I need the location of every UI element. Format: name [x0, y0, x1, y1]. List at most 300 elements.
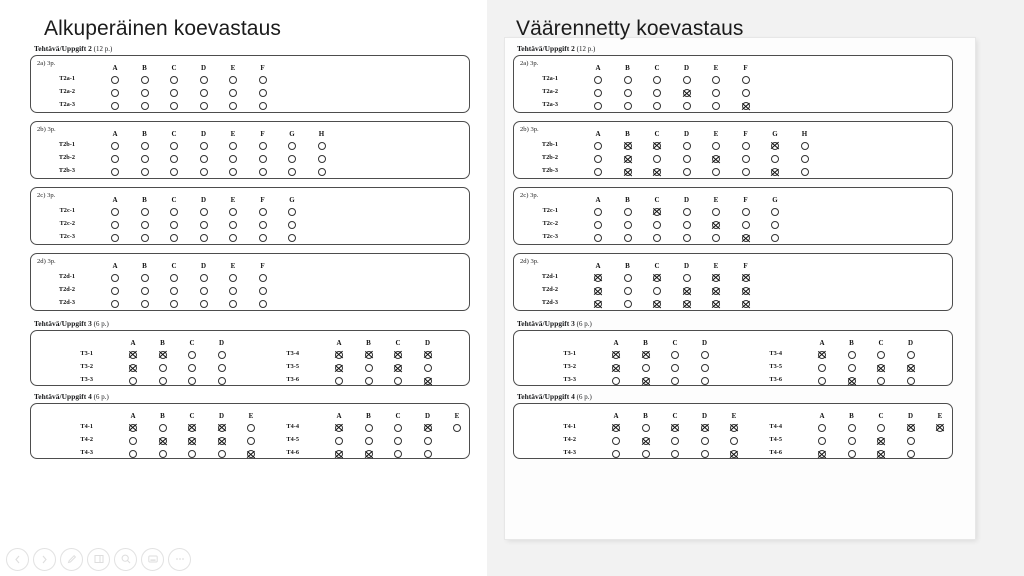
bubble-T2b-3-C[interactable]	[170, 168, 178, 176]
bubble-T4-6-D[interactable]	[907, 450, 915, 458]
bubble-T3-3-C[interactable]	[188, 377, 196, 385]
bubble-T3-2-B[interactable]	[642, 364, 650, 372]
original-answer-sheet	[22, 38, 484, 554]
bubble-T2c-1-D[interactable]	[683, 208, 691, 216]
bubble-T2c-3-D[interactable]	[200, 234, 208, 242]
bubble-T3-2-C[interactable]	[671, 364, 679, 372]
bubble-T2b-1-E[interactable]	[229, 142, 237, 150]
bubble-T2a-2-A[interactable]	[594, 89, 602, 97]
bubble-T2d-3-E[interactable]	[229, 300, 237, 308]
bubble-T4-5-A[interactable]	[335, 437, 343, 445]
bubble-T3-3-B[interactable]	[642, 377, 650, 385]
bubble-T2c-3-A[interactable]	[111, 234, 119, 242]
bubble-T2c-3-G[interactable]	[771, 234, 779, 242]
bubble-T3-2-D[interactable]	[218, 364, 226, 372]
bubble-T2b-2-A[interactable]	[594, 155, 602, 163]
bubble-T3-5-D[interactable]	[424, 364, 432, 372]
bubble-T2b-1-H[interactable]	[318, 142, 326, 150]
bubble-T2a-1-F[interactable]	[259, 76, 267, 84]
bubble-T2b-1-H[interactable]	[801, 142, 809, 150]
bubble-T4-1-E[interactable]	[247, 424, 255, 432]
bubble-T2a-2-C[interactable]	[653, 89, 661, 97]
row-label-T3-4: T3-4	[286, 350, 299, 357]
task-4-heading	[34, 392, 109, 401]
bubble-T2a-2-E[interactable]	[712, 89, 720, 97]
bubble-T4-2-C[interactable]	[671, 437, 679, 445]
bubble-T2b-1-D[interactable]	[200, 142, 208, 150]
bubble-T2b-3-D[interactable]	[683, 168, 691, 176]
bubble-T4-1-B[interactable]	[159, 424, 167, 432]
bubble-T4-4-C[interactable]	[394, 424, 402, 432]
zoom-button[interactable]	[114, 548, 137, 571]
next-slide-button[interactable]	[33, 548, 56, 571]
bubble-T3-1-A[interactable]	[612, 351, 620, 359]
bubble-T2c-2-G[interactable]	[288, 221, 296, 229]
bubble-T2a-2-F[interactable]	[742, 89, 750, 97]
bubble-T4-3-C[interactable]	[671, 450, 679, 458]
bubble-T4-5-C[interactable]	[394, 437, 402, 445]
presentation-toolbar[interactable]	[6, 546, 191, 572]
bubble-T2d-2-C[interactable]	[653, 287, 661, 295]
bubble-T2d-1-D[interactable]	[200, 274, 208, 282]
bubble-T3-3-D[interactable]	[701, 377, 709, 385]
column-header-B: B	[142, 64, 147, 72]
bubble-T2d-1-F[interactable]	[742, 274, 750, 282]
bubble-T2b-3-E[interactable]	[229, 168, 237, 176]
bubble-T2a-3-F[interactable]	[742, 102, 750, 110]
bubble-T4-6-D[interactable]	[424, 450, 432, 458]
bubble-T2c-3-B[interactable]	[141, 234, 149, 242]
bubble-T2c-1-C[interactable]	[170, 208, 178, 216]
bubble-T3-6-A[interactable]	[335, 377, 343, 385]
bubble-T2a-3-E[interactable]	[712, 102, 720, 110]
bubble-T3-5-C[interactable]	[877, 364, 885, 372]
bubble-T3-2-C[interactable]	[188, 364, 196, 372]
bubble-T2c-1-A[interactable]	[594, 208, 602, 216]
row-label-T4-3: T4-3	[80, 449, 93, 457]
bubble-T2b-3-F[interactable]	[259, 168, 267, 176]
bubble-T2c-3-E[interactable]	[229, 234, 237, 242]
column-header-A: A	[112, 64, 118, 72]
bubble-T4-4-A[interactable]	[818, 424, 826, 432]
bubble-T2b-1-F[interactable]	[742, 142, 750, 150]
bubble-T2b-3-G[interactable]	[288, 168, 296, 176]
bubble-T4-5-D[interactable]	[907, 437, 915, 445]
bubble-T2c-1-B[interactable]	[141, 208, 149, 216]
bubble-T2c-3-F[interactable]	[259, 234, 267, 242]
bubble-T2c-3-B[interactable]	[624, 234, 632, 242]
present-button[interactable]	[141, 548, 164, 571]
bubble-T2c-2-B[interactable]	[624, 221, 632, 229]
bubble-T4-6-B[interactable]	[848, 450, 856, 458]
bubble-T2d-1-A[interactable]	[594, 274, 602, 282]
bubble-T2d-3-C[interactable]	[653, 300, 661, 308]
bubble-T4-1-A[interactable]	[612, 424, 620, 432]
bubble-T2d-3-C[interactable]	[170, 300, 178, 308]
bubble-T3-1-D[interactable]	[218, 351, 226, 359]
bubble-T2c-2-C[interactable]	[170, 221, 178, 229]
bubble-T2b-1-B[interactable]	[624, 142, 632, 150]
bubble-T2b-1-C[interactable]	[170, 142, 178, 150]
bubble-T4-2-A[interactable]	[612, 437, 620, 445]
bubble-T2c-2-D[interactable]	[683, 221, 691, 229]
bubble-T2a-2-A[interactable]	[111, 89, 119, 97]
bubble-T2d-2-B[interactable]	[141, 287, 149, 295]
bubble-T3-6-C[interactable]	[877, 377, 885, 385]
bubble-T2a-2-B[interactable]	[624, 89, 632, 97]
bubble-T3-1-A[interactable]	[129, 351, 137, 359]
bubble-T2a-1-C[interactable]	[653, 76, 661, 84]
bubble-T3-6-B[interactable]	[848, 377, 856, 385]
bubble-T2a-1-E[interactable]	[712, 76, 720, 84]
bubble-T4-4-A[interactable]	[335, 424, 343, 432]
bubble-T2c-2-A[interactable]	[594, 221, 602, 229]
bubble-T3-6-C[interactable]	[394, 377, 402, 385]
bubble-T2a-1-B[interactable]	[624, 76, 632, 84]
bubble-T4-5-B[interactable]	[848, 437, 856, 445]
bubble-T2b-2-C[interactable]	[653, 155, 661, 163]
bubble-T2c-3-F[interactable]	[742, 234, 750, 242]
bubble-T2b-2-G[interactable]	[771, 155, 779, 163]
bubble-T3-2-D[interactable]	[701, 364, 709, 372]
bubble-T2c-1-D[interactable]	[200, 208, 208, 216]
bubble-T4-5-D[interactable]	[424, 437, 432, 445]
bubble-T2b-2-C[interactable]	[170, 155, 178, 163]
bubble-T4-3-E[interactable]	[730, 450, 738, 458]
bubble-T2c-3-E[interactable]	[712, 234, 720, 242]
bubble-T2d-1-D[interactable]	[683, 274, 691, 282]
bubble-T3-3-D[interactable]	[218, 377, 226, 385]
bubble-T4-5-C[interactable]	[877, 437, 885, 445]
column-header-E: E	[713, 130, 719, 138]
bubble-T2a-1-D[interactable]	[200, 76, 208, 84]
row-label-T3-5: T3-5	[769, 363, 782, 371]
bubble-T2a-2-D[interactable]	[683, 89, 691, 97]
bubble-T2d-1-C[interactable]	[170, 274, 178, 282]
pen-tool-button[interactable]	[60, 548, 83, 571]
bubble-T2a-2-C[interactable]	[170, 89, 178, 97]
bubble-T4-4-E[interactable]	[453, 424, 461, 432]
bubble-T2d-2-D[interactable]	[200, 287, 208, 295]
bubble-T2d-3-B[interactable]	[141, 300, 149, 308]
bubble-T2b-3-H[interactable]	[318, 168, 326, 176]
bubble-T2d-2-F[interactable]	[259, 287, 267, 295]
bubble-T3-4-C[interactable]	[394, 351, 402, 359]
bubble-T3-4-D[interactable]	[424, 351, 432, 359]
row-label-T4-5: T4-5	[769, 436, 782, 444]
bubble-T2d-3-D[interactable]	[683, 300, 691, 308]
bubble-T2c-1-F[interactable]	[259, 208, 267, 216]
bubble-T3-4-B[interactable]	[365, 351, 373, 359]
bubble-T4-5-B[interactable]	[365, 437, 373, 445]
bubble-T2b-3-G[interactable]	[771, 168, 779, 176]
bubble-T3-5-A[interactable]	[818, 364, 826, 372]
bubble-T4-3-D[interactable]	[701, 450, 709, 458]
bubble-T2c-3-C[interactable]	[653, 234, 661, 242]
bubble-T2d-3-A[interactable]	[111, 300, 119, 308]
previous-slide-button[interactable]	[6, 548, 29, 571]
bubble-T3-5-D[interactable]	[907, 364, 915, 372]
bubble-T2b-2-H[interactable]	[801, 155, 809, 163]
bubble-T2b-1-F[interactable]	[259, 142, 267, 150]
bubble-T2d-2-E[interactable]	[712, 287, 720, 295]
bubble-T2d-3-E[interactable]	[712, 300, 720, 308]
bubble-T4-5-A[interactable]	[818, 437, 826, 445]
bubble-T2d-2-A[interactable]	[594, 287, 602, 295]
bubble-T3-2-B[interactable]	[159, 364, 167, 372]
bubble-T2b-2-D[interactable]	[683, 155, 691, 163]
bubble-T4-2-B[interactable]	[159, 437, 167, 445]
bubble-T2d-3-F[interactable]	[742, 300, 750, 308]
bubble-T2c-2-B[interactable]	[141, 221, 149, 229]
column-header-E: E	[713, 196, 719, 204]
bubble-T2c-2-E[interactable]	[712, 221, 720, 229]
bubble-T4-2-D[interactable]	[701, 437, 709, 445]
bubble-T2b-1-A[interactable]	[594, 142, 602, 150]
bubble-T3-1-D[interactable]	[701, 351, 709, 359]
bubble-T4-6-A[interactable]	[818, 450, 826, 458]
bubble-T4-2-B[interactable]	[642, 437, 650, 445]
bubble-T2c-2-G[interactable]	[771, 221, 779, 229]
bubble-T4-4-B[interactable]	[848, 424, 856, 432]
bubble-T2c-2-C[interactable]	[653, 221, 661, 229]
bubble-T2b-2-D[interactable]	[200, 155, 208, 163]
bubble-T2a-1-B[interactable]	[141, 76, 149, 84]
bubble-T4-1-D[interactable]	[701, 424, 709, 432]
bubble-T2c-2-F[interactable]	[742, 221, 750, 229]
bubble-T3-1-C[interactable]	[671, 351, 679, 359]
more-options-button[interactable]	[168, 548, 191, 571]
bubble-T4-2-E[interactable]	[247, 437, 255, 445]
bubble-T2d-2-E[interactable]	[229, 287, 237, 295]
bubble-T2b-2-G[interactable]	[288, 155, 296, 163]
bubble-T2a-1-A[interactable]	[111, 76, 119, 84]
bubble-T2c-1-F[interactable]	[742, 208, 750, 216]
bubble-T2a-3-C[interactable]	[170, 102, 178, 110]
bubble-T4-3-C[interactable]	[188, 450, 196, 458]
column-header-D: D	[218, 339, 225, 347]
bubble-T3-1-B[interactable]	[642, 351, 650, 359]
bubble-T3-4-C[interactable]	[877, 351, 885, 359]
bubble-T4-3-B[interactable]	[642, 450, 650, 458]
bubble-T3-4-D[interactable]	[907, 351, 915, 359]
bubble-T4-1-C[interactable]	[671, 424, 679, 432]
bubble-T3-3-B[interactable]	[159, 377, 167, 385]
bubble-T2b-2-F[interactable]	[259, 155, 267, 163]
column-header-A: A	[112, 196, 118, 204]
bubble-T2a-3-C[interactable]	[653, 102, 661, 110]
bubble-T2d-2-F[interactable]	[742, 287, 750, 295]
bubble-T2b-2-B[interactable]	[141, 155, 149, 163]
bubble-T3-2-A[interactable]	[129, 364, 137, 372]
bubble-T2b-3-A[interactable]	[594, 168, 602, 176]
bubble-T4-3-B[interactable]	[159, 450, 167, 458]
bubble-T2a-1-C[interactable]	[170, 76, 178, 84]
bubble-T2b-2-F[interactable]	[742, 155, 750, 163]
bubble-T4-2-E[interactable]	[730, 437, 738, 445]
bubble-T2d-2-C[interactable]	[170, 287, 178, 295]
bubble-T2b-3-B[interactable]	[624, 168, 632, 176]
bubble-T2d-1-C[interactable]	[653, 274, 661, 282]
bubble-T2d-3-F[interactable]	[259, 300, 267, 308]
bubble-T4-4-B[interactable]	[365, 424, 373, 432]
bubble-T2c-2-E[interactable]	[229, 221, 237, 229]
task-3-heading	[34, 319, 109, 328]
bubble-T2a-3-A[interactable]	[111, 102, 119, 110]
bubble-T2a-1-A[interactable]	[594, 76, 602, 84]
bubble-T4-2-D[interactable]	[218, 437, 226, 445]
bubble-T3-3-A[interactable]	[612, 377, 620, 385]
bubble-T2c-2-D[interactable]	[200, 221, 208, 229]
bubble-T2b-1-D[interactable]	[683, 142, 691, 150]
bubble-T2d-1-A[interactable]	[111, 274, 119, 282]
bubble-T3-6-B[interactable]	[365, 377, 373, 385]
bubble-T2b-2-B[interactable]	[624, 155, 632, 163]
bubble-T4-3-E[interactable]	[247, 450, 255, 458]
bubble-T2b-2-A[interactable]	[111, 155, 119, 163]
bubble-T3-4-B[interactable]	[848, 351, 856, 359]
bubble-T3-3-C[interactable]	[671, 377, 679, 385]
bubble-T2a-3-B[interactable]	[624, 102, 632, 110]
column-header-B: B	[160, 412, 165, 420]
bubble-T2c-1-B[interactable]	[624, 208, 632, 216]
column-header-D: D	[683, 130, 690, 138]
bubble-T4-3-A[interactable]	[129, 450, 137, 458]
row-label-T2a-3: T2a-3	[542, 101, 558, 109]
bubble-T3-3-A[interactable]	[129, 377, 137, 385]
bubble-T2d-1-F[interactable]	[259, 274, 267, 282]
bubble-T3-5-A[interactable]	[335, 364, 343, 372]
bubble-T2c-1-E[interactable]	[229, 208, 237, 216]
bubble-T3-1-B[interactable]	[159, 351, 167, 359]
bubble-T4-4-C[interactable]	[877, 424, 885, 432]
bubble-T2b-1-B[interactable]	[141, 142, 149, 150]
bubble-T2b-3-D[interactable]	[200, 168, 208, 176]
bubble-T2a-2-B[interactable]	[141, 89, 149, 97]
bubble-T2a-3-D[interactable]	[200, 102, 208, 110]
bubble-T2a-2-F[interactable]	[259, 89, 267, 97]
bubble-T2a-2-D[interactable]	[200, 89, 208, 97]
bubble-T2d-3-D[interactable]	[200, 300, 208, 308]
bubble-T2b-1-G[interactable]	[771, 142, 779, 150]
bubble-T3-5-B[interactable]	[365, 364, 373, 372]
bubble-T2b-3-F[interactable]	[742, 168, 750, 176]
row-label-T2d-2: T2d-2	[58, 286, 75, 294]
bubble-T2d-1-E[interactable]	[712, 274, 720, 282]
bubble-T2b-1-C[interactable]	[653, 142, 661, 150]
bubble-T3-5-B[interactable]	[848, 364, 856, 372]
question-4-box	[30, 403, 470, 459]
bubble-T4-6-C[interactable]	[877, 450, 885, 458]
bubble-T3-2-A[interactable]	[612, 364, 620, 372]
bubble-T2a-3-D[interactable]	[683, 102, 691, 110]
bubble-T4-2-A[interactable]	[129, 437, 137, 445]
column-header-D: D	[200, 262, 207, 270]
bubble-T2d-2-A[interactable]	[111, 287, 119, 295]
bubble-T2a-3-E[interactable]	[229, 102, 237, 110]
bubble-T2b-2-H[interactable]	[318, 155, 326, 163]
bubble-T2c-3-G[interactable]	[288, 234, 296, 242]
bubble-T2a-3-B[interactable]	[141, 102, 149, 110]
bubble-T2a-3-F[interactable]	[259, 102, 267, 110]
bubble-T3-6-D[interactable]	[907, 377, 915, 385]
bubble-T2a-2-E[interactable]	[229, 89, 237, 97]
question-2b-box	[513, 121, 953, 179]
bubble-T3-1-C[interactable]	[188, 351, 196, 359]
bubble-T4-1-D[interactable]	[218, 424, 226, 432]
bubble-T2c-1-A[interactable]	[111, 208, 119, 216]
bubble-T2d-3-B[interactable]	[624, 300, 632, 308]
bubble-T2a-1-E[interactable]	[229, 76, 237, 84]
all-slides-button[interactable]	[87, 548, 110, 571]
bubble-T4-2-C[interactable]	[188, 437, 196, 445]
bubble-T2b-2-E[interactable]	[712, 155, 720, 163]
bubble-T4-6-B[interactable]	[365, 450, 373, 458]
column-header-B: B	[366, 412, 371, 420]
bubble-T4-6-A[interactable]	[335, 450, 343, 458]
bubble-T2c-1-C[interactable]	[653, 208, 661, 216]
bubble-T2c-3-A[interactable]	[594, 234, 602, 242]
bubble-T2b-3-H[interactable]	[801, 168, 809, 176]
bubble-T3-6-D[interactable]	[424, 377, 432, 385]
bubble-T2d-1-E[interactable]	[229, 274, 237, 282]
bubble-T4-4-E[interactable]	[936, 424, 944, 432]
bubble-T4-1-A[interactable]	[129, 424, 137, 432]
row-label-T2b-2: T2b-2	[58, 154, 75, 162]
bubble-T2d-3-A[interactable]	[594, 300, 602, 308]
bubble-T3-4-A[interactable]	[335, 351, 343, 359]
bubble-T2d-1-B[interactable]	[624, 274, 632, 282]
bubble-T3-4-A[interactable]	[818, 351, 826, 359]
bubble-T2b-3-E[interactable]	[712, 168, 720, 176]
bubble-T2a-1-F[interactable]	[742, 76, 750, 84]
bubble-T4-3-D[interactable]	[218, 450, 226, 458]
bubble-T2c-3-D[interactable]	[683, 234, 691, 242]
bubble-T2d-2-D[interactable]	[683, 287, 691, 295]
column-header-C: C	[171, 196, 177, 204]
bubble-T2c-1-G[interactable]	[771, 208, 779, 216]
bubble-T2b-3-B[interactable]	[141, 168, 149, 176]
bubble-T2b-1-E[interactable]	[712, 142, 720, 150]
row-label-T2b-1: T2b-1	[541, 141, 558, 148]
bubble-T2b-1-G[interactable]	[288, 142, 296, 150]
bubble-T2d-1-B[interactable]	[141, 274, 149, 282]
bubble-T2b-1-A[interactable]	[111, 142, 119, 150]
row-label-T2b-3: T2b-3	[541, 167, 558, 175]
bubble-T2b-3-A[interactable]	[111, 168, 119, 176]
bubble-T2c-2-F[interactable]	[259, 221, 267, 229]
row-label-T2a-2: T2a-2	[542, 88, 558, 96]
bubble-T3-6-A[interactable]	[818, 377, 826, 385]
bubble-T4-1-C[interactable]	[188, 424, 196, 432]
bubble-T4-6-C[interactable]	[394, 450, 402, 458]
bubble-T2c-3-C[interactable]	[170, 234, 178, 242]
bubble-T2c-1-G[interactable]	[288, 208, 296, 216]
bubble-T4-4-D[interactable]	[424, 424, 432, 432]
bubble-T4-1-E[interactable]	[730, 424, 738, 432]
bubble-T2c-1-E[interactable]	[712, 208, 720, 216]
bubble-T2b-3-C[interactable]	[653, 168, 661, 176]
bubble-T3-5-C[interactable]	[394, 364, 402, 372]
bubble-T4-3-A[interactable]	[612, 450, 620, 458]
bubble-T2a-3-A[interactable]	[594, 102, 602, 110]
bubble-T2c-2-A[interactable]	[111, 221, 119, 229]
bubble-T2b-2-E[interactable]	[229, 155, 237, 163]
bubble-T2d-2-B[interactable]	[624, 287, 632, 295]
bubble-T2a-1-D[interactable]	[683, 76, 691, 84]
bubble-T4-4-D[interactable]	[907, 424, 915, 432]
bubble-T4-1-B[interactable]	[642, 424, 650, 432]
